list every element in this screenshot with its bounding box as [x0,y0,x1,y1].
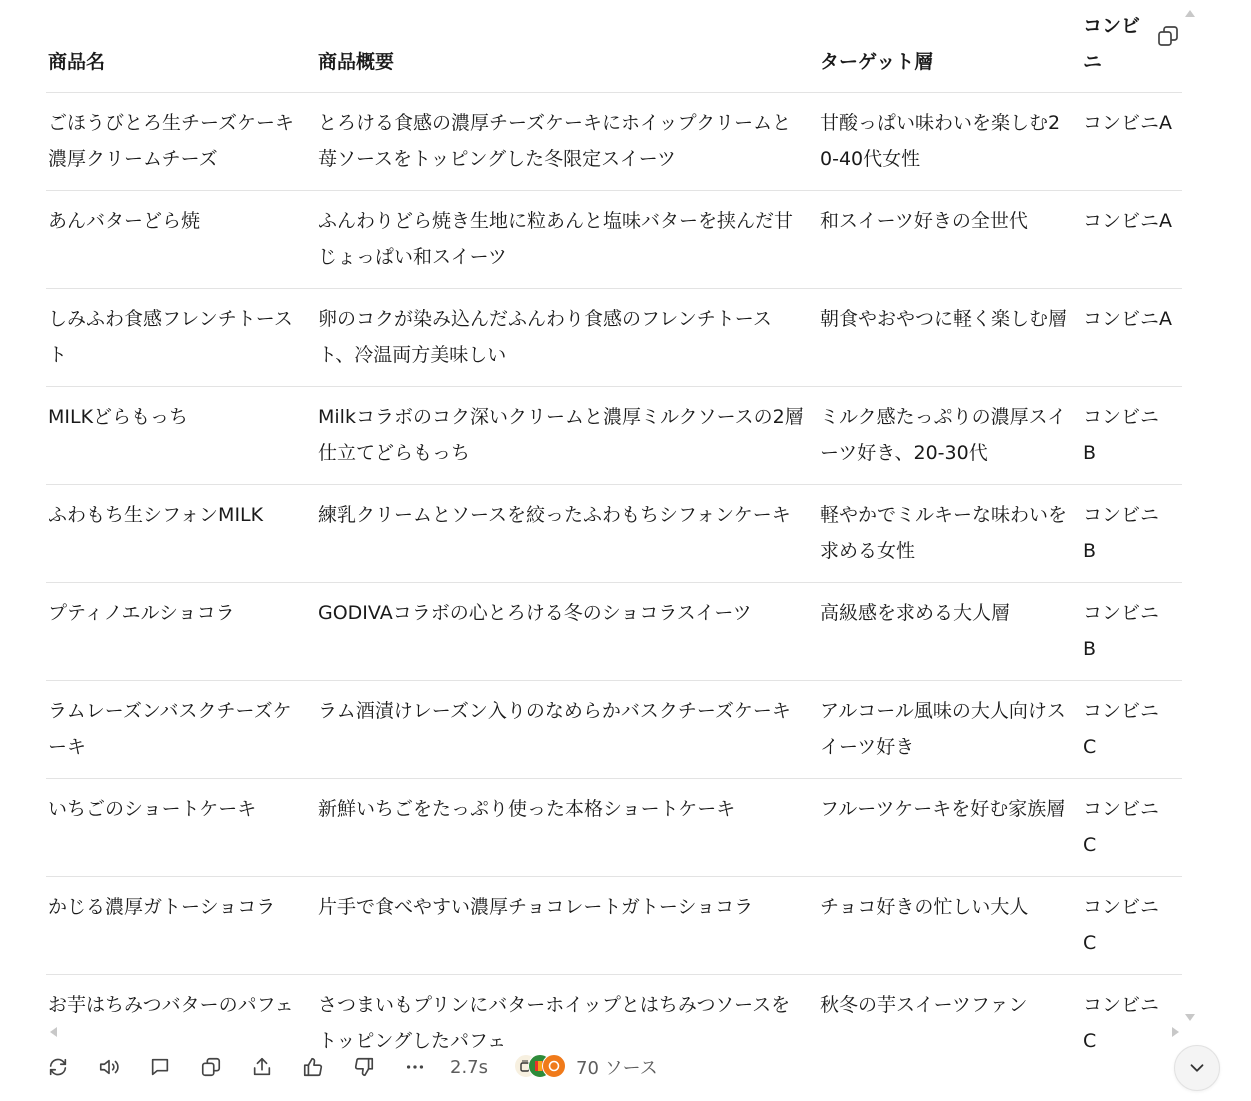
cell-product-name: ラムレーズンバスクチーズケーキ [46,681,316,779]
copy-button[interactable] [199,1055,223,1079]
cell-store: コンビニC [1081,877,1182,975]
column-header-product-name: 商品名 [46,0,316,93]
column-header-target: ターゲット層 [818,0,1081,93]
more-icon [404,1056,426,1078]
cell-store: コンビニC [1081,681,1182,779]
table-row [46,191,1182,289]
cell-product-name: かじる濃厚ガトーショコラ [46,877,316,975]
cell-store: コンビニC [1081,779,1182,877]
copy-table-icon[interactable] [1156,24,1180,48]
cell-store: コンビニB [1081,387,1182,485]
comment-button[interactable] [148,1055,172,1079]
cell-store: コンビニA [1081,93,1182,191]
cell-product-name: お芋はちみつバターのパフェ [48,994,294,1016]
cell-summary: ラム酒漬けレーズン入りのなめらかバスクチーズケーキ [316,681,818,779]
share-icon [251,1056,273,1078]
table-row [46,93,1182,191]
cell-product-name: いちごのショートケーキ [46,779,316,877]
scroll-to-bottom-button[interactable] [1174,1045,1220,1091]
cell-store: コンビニB [1081,485,1182,583]
cell-target: フルーツケーキを好む家族層 [818,779,1081,877]
scroll-down-arrow-icon[interactable] [1185,1014,1195,1021]
product-table-container[interactable] [46,0,1182,1052]
more-options-button[interactable] [403,1055,427,1079]
cell-target: 秋冬の芋スイーツファン [820,994,1028,1016]
thumbs-up-button[interactable] [301,1055,325,1079]
table-row [46,583,1182,681]
response-time: 2.7s [450,1056,489,1078]
regenerate-icon [47,1056,69,1078]
table-row [46,387,1182,485]
cell-product-name: プティノエルショコラ [46,583,316,681]
table-header-row [46,0,1182,93]
thumbs-down-icon [353,1056,375,1078]
thumbs-down-button[interactable] [352,1055,376,1079]
cell-target: アルコール風味の大人向けスイーツ好き [818,681,1081,779]
cell-store: コンビニA [1081,289,1182,387]
cell-store: コンビニC [1083,994,1160,1052]
cell-store: コンビニB [1081,583,1182,681]
comment-icon [149,1056,171,1078]
cell-product-name: しみふわ食感フレンチトースト [46,289,316,387]
thumbs-up-icon [302,1056,324,1078]
cell-target: ミルク感たっぷりの濃厚スイーツ好き、20-30代 [818,387,1081,485]
table-row [46,289,1182,387]
cell-product-name: MILKどらもっち [46,387,316,485]
chevron-down-icon [1186,1057,1208,1079]
source-favicon-icon [542,1054,566,1078]
response-action-bar [46,1050,658,1084]
copy-icon [200,1056,222,1078]
cell-product-name: ふわもち生シフォンMILK [46,485,316,583]
cell-summary: 卵のコクが染み込んだふんわり食感のフレンチトースト、冷温両方美味しい [316,289,818,387]
column-header-summary: 商品概要 [316,0,818,93]
regenerate-button[interactable] [46,1055,70,1079]
cell-target: 朝食やおやつに軽く楽しむ層 [818,289,1081,387]
cell-product-name: あんバターどら焼 [46,191,316,289]
cell-summary: 新鮮いちごをたっぷり使った本格ショートケーキ [316,779,818,877]
column-header-store: コンビニ [1081,0,1182,93]
sources-button[interactable] [514,1054,658,1080]
read-aloud-icon [98,1056,120,1078]
cell-summary: 片手で食べやすい濃厚チョコレートガトーショコラ [316,877,818,975]
scroll-up-arrow-icon[interactable] [1185,10,1195,17]
cell-summary: さつまいもプリンにバターホイップとはちみつソースをトッピングしたパフェ [318,994,791,1052]
cell-summary: GODIVAコラボの心とろける冬のショコラスイーツ [316,583,818,681]
cell-target: チョコ好きの忙しい大人 [818,877,1081,975]
sources-count: 70 ソース [576,1058,658,1079]
cell-summary: とろける食感の濃厚チーズケーキにホイップクリームと苺ソースをトッピングした冬限定スイーツ [316,93,818,191]
source-favicons [514,1054,568,1080]
cell-summary: Milkコラボのコク深いクリームと濃厚ミルクソースの2層仕立てどらもっち [316,387,818,485]
scroll-left-arrow-icon[interactable] [50,1027,57,1037]
cell-target: 軽やかでミルキーな味わいを求める女性 [818,485,1081,583]
share-button[interactable] [250,1055,274,1079]
table-row [46,681,1182,779]
cell-target: 和スイーツ好きの全世代 [818,191,1081,289]
scroll-right-arrow-icon[interactable] [1172,1027,1179,1037]
read-aloud-button[interactable] [97,1055,121,1079]
product-table [46,0,1182,1072]
table-row [46,485,1182,583]
cell-target: 甘酸っぱい味わいを楽しむ20-40代女性 [818,93,1081,191]
cell-product-name: ごほうびとろ生チーズケーキ 濃厚クリームチーズ [46,93,316,191]
cell-summary: ふんわりどら焼き生地に粒あんと塩味バターを挟んだ甘じょっぱい和スイーツ [316,191,818,289]
table-row [46,877,1182,975]
cell-store: コンビニA [1081,191,1182,289]
cell-summary: 練乳クリームとソースを絞ったふわもちシフォンケーキ [316,485,818,583]
cell-target: 高級感を求める大人層 [818,583,1081,681]
table-row [46,779,1182,877]
